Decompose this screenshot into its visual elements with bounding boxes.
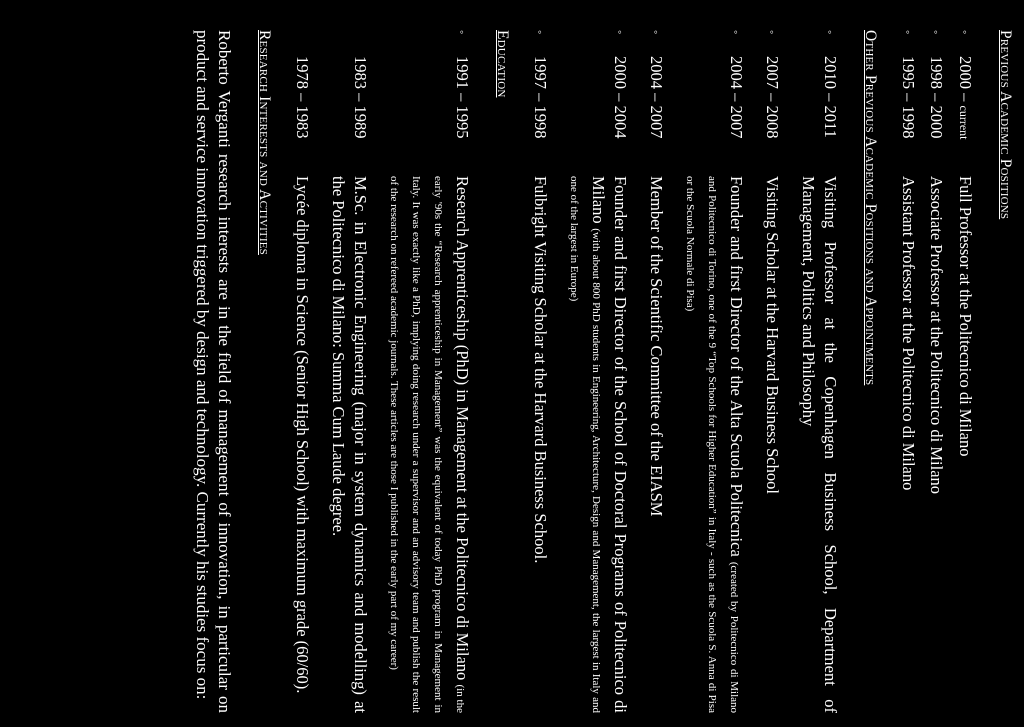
list-item (797, 30, 841, 713)
bullet-icon: ◦ (929, 30, 943, 35)
item-text: Associate Professor at the Politecnico di Milano (927, 176, 946, 495)
item-text: Founder and first Director of the School of Doctoral Programs of Politecnico di Milano (with about 800 PhD students in Engineering, Architecture, Design and Management, the largest in Italy and one of the largest in Europe) (568, 176, 630, 714)
research-paragraph: Roberto Verganti research interests are in the field of management of innovation, in particular on product and service innovation triggered by design and technology. Currently his studies focus on: (193, 30, 234, 713)
bullet-icon: ◦ (455, 30, 469, 35)
item-note: (in the early '90s the “Research apprenticeship in Management” was the equivalent of today PhD program in Management in Italy. It was exactly like a PhD, implying doing research under a supervisor and an advisory team and publish the result of the research on refereed academic journals. These articles are those I published in the early part of my career) (388, 176, 466, 713)
section-previous-positions (897, 30, 1014, 713)
date-range: 2010 – 2011 (821, 56, 840, 138)
section-research (191, 30, 273, 713)
list-item (645, 30, 667, 713)
item-note: (with about 800 PhD students in Engineering, Architecture, Design and Management, the largest in Italy and one of the largest in Europe) (568, 176, 602, 714)
item-text: Founder and first Director of the Alta Scuola Politecnica (created by Politecnico di Milano and Politecnico di Torino, one of the 9 “Top Schools for Higher Education” in Italy - such as the Scuola S. Anna di Pisa or the Scuola Normale di Pisa) (684, 176, 746, 714)
list-item (925, 30, 947, 713)
date-range: 2004 – 2007 (647, 56, 666, 139)
item-text: Full Professor at the Politecnico di Milano (956, 176, 975, 457)
list-item (385, 30, 473, 713)
list-item (529, 30, 551, 713)
section-heading: Research Interests and Activities (256, 30, 273, 255)
section-heading: Education (494, 30, 511, 98)
date-range: 1995 – 1998 (899, 56, 918, 139)
bullet-icon: ◦ (765, 30, 779, 35)
list-item (897, 30, 919, 713)
date-range: 2004 – 2007 (727, 56, 746, 139)
date-range: 1998 – 2000 (927, 56, 946, 139)
item-text: Visiting Professor at the Copenhagen Business School, Department of Management, Politics and Philosophy (799, 176, 840, 713)
date-range: 2007 – 2008 (763, 56, 782, 139)
item-text: Fulbright Visiting Scholar at the Harvard Business School. (531, 176, 550, 564)
bullet-icon: ◦ (649, 30, 663, 35)
bullet-icon: ◦ (958, 30, 972, 35)
bullet-icon: ◦ (901, 30, 915, 35)
item-note: (created by Politecnico di Milano and Politecnico di Torino, one of the 9 “Top Schools for Higher Education” in Italy - such as the Scuola S. Anna di Pisa or the Scuola Normale di Pisa) (684, 176, 740, 714)
date-range: 1978 – 1983 (293, 56, 312, 139)
date-range: 2000 – 2004 (611, 56, 630, 139)
date-range: 1983 – 1989 (351, 56, 370, 139)
section-other-positions (529, 30, 879, 713)
list-item (291, 30, 313, 713)
bullet-icon: ◦ (729, 30, 743, 35)
section-heading: Other Previous Academic Positions and Appointments (862, 30, 879, 386)
section-education (291, 30, 511, 713)
item-text: Research Apprenticeship (PhD) in Management at the Politecnico di Milano (in the early '90s the “Research apprenticeship in Management” was the equivalent of today PhD program in Management in Italy. It was exactly like a PhD, implying doing research under a supervisor and an advisory team and publish the result of the research on refereed academic journals. These articles are those I published in the early part of my career) (388, 176, 472, 713)
bullet-icon: ◦ (823, 30, 837, 35)
item-text: Lycée diploma in Science (Senior High School) with maximum grade (60/60). (293, 176, 312, 694)
item-text: Visiting Scholar at the Harvard Business School (763, 176, 782, 494)
list-item (953, 30, 976, 713)
date-range: 2000 – current (956, 56, 975, 140)
list-item (761, 30, 783, 713)
section-heading: Previous Academic Positions (997, 30, 1014, 220)
date-range: 1991 – 1995 (453, 56, 472, 139)
list-item (681, 30, 747, 713)
item-text: M.Sc. in Electronic Engineering (major in system dynamics and modelling) at the Politecnico di Milano: Summa Cum Laude degree. (329, 176, 370, 713)
bullet-icon: ◦ (613, 30, 627, 35)
date-range: 1997 – 1998 (531, 56, 550, 139)
item-text: Assistant Professor at the Politecnico di Milano (899, 176, 918, 491)
item-text: Member of the Scientific Committee of the EIASM (647, 176, 666, 517)
bullet-icon: ◦ (533, 30, 547, 35)
list-item (327, 30, 371, 713)
list-item (565, 30, 631, 713)
